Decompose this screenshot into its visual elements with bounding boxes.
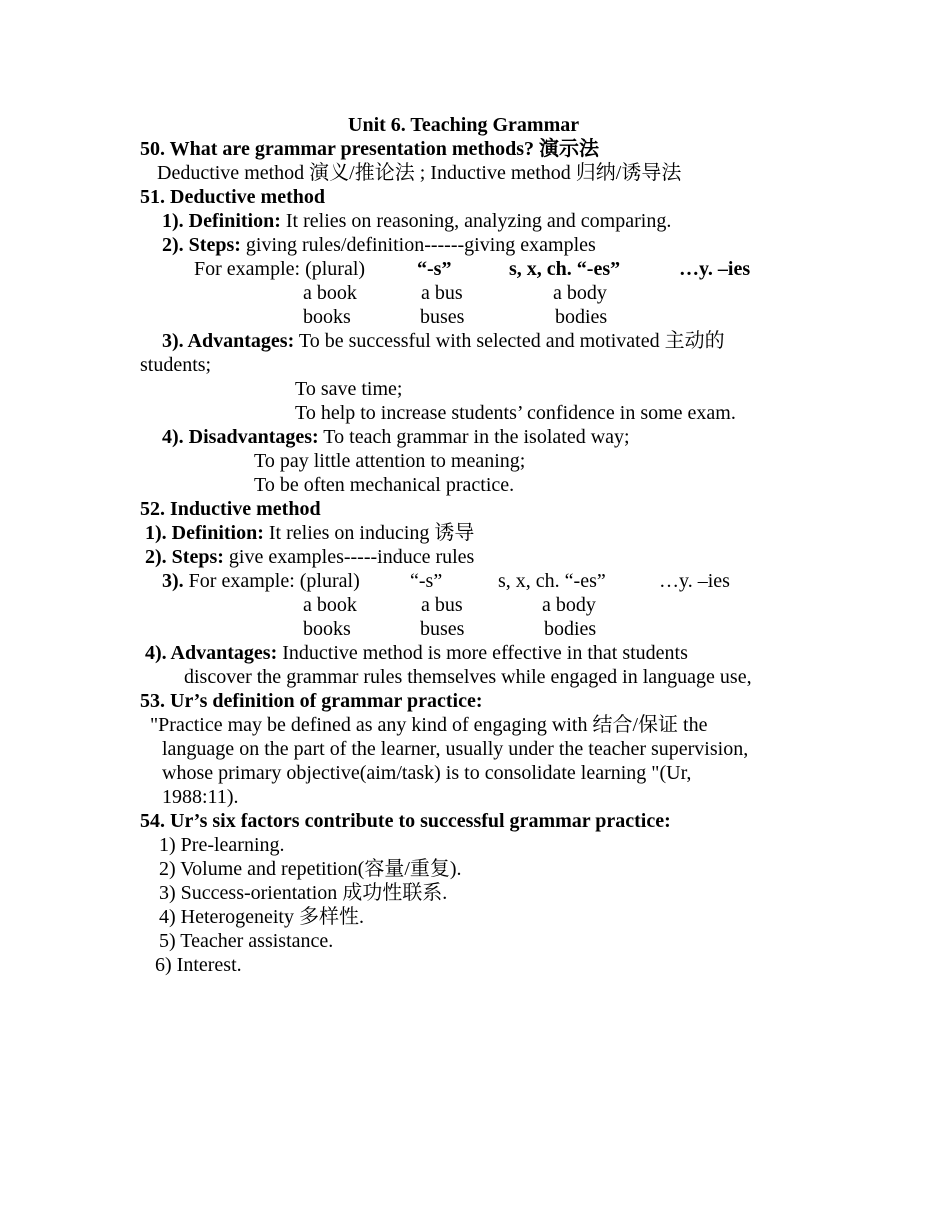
s52-col1-head: “-s” bbox=[410, 570, 443, 592]
s54-factor-item: 3) Success-orientation 成功性联系. bbox=[159, 882, 448, 904]
s51-advantages-text: To be successful with selected and motivated 主动的 bbox=[294, 330, 725, 352]
s51-disadvantage-3: To be often mechanical practice. bbox=[254, 474, 515, 496]
s51-advantages-label: 3). Advantages: bbox=[162, 330, 295, 352]
s51-col1-head: “-s” bbox=[417, 258, 452, 280]
s52-example bbox=[162, 569, 360, 593]
s51-row2-col3: bodies bbox=[555, 306, 608, 328]
s52-advantages bbox=[145, 641, 688, 665]
s51-advantages-wrap: students; bbox=[140, 354, 212, 376]
s51-row2-col1: books bbox=[303, 306, 351, 328]
s51-row1-col1: a book bbox=[303, 282, 357, 304]
unit-title: Unit 6. Teaching Grammar bbox=[348, 114, 580, 136]
s51-disadvantages-text: To teach grammar in the isolated way; bbox=[318, 426, 630, 448]
s54-factor-item: 4) Heterogeneity 多样性. bbox=[159, 906, 364, 928]
s52-advantages-wrap: discover the grammar rules themselves while engaged in language use, bbox=[184, 666, 752, 688]
s54-factor-item: 2) Volume and repetition(容量/重复). bbox=[159, 858, 462, 880]
s51-definition bbox=[162, 209, 671, 233]
section-51-heading: 51. Deductive method bbox=[140, 186, 325, 208]
s52-col2-head: s, x, ch. “-es” bbox=[498, 570, 606, 592]
s52-definition-label: 1). Definition: bbox=[145, 522, 264, 544]
s53-quote-line: 1988:11). bbox=[162, 786, 239, 808]
s52-steps-text: give examples-----induce rules bbox=[223, 546, 475, 568]
s52-row1-col1: a book bbox=[303, 594, 357, 616]
s53-quote-line: language on the part of the learner, usually under the teacher supervision, bbox=[162, 738, 749, 760]
s51-col2-head: s, x, ch. “-es” bbox=[509, 258, 621, 280]
section-53-heading: 53. Ur’s definition of grammar practice: bbox=[140, 690, 483, 712]
s51-definition-label: 1). Definition: bbox=[162, 210, 281, 232]
s52-steps-label: 2). Steps: bbox=[145, 546, 224, 568]
s51-advantages bbox=[162, 329, 725, 353]
s51-col3-head: …y. –ies bbox=[679, 258, 751, 280]
s54-factor-item: 1) Pre-learning. bbox=[159, 834, 285, 856]
s52-row2-col1: books bbox=[303, 618, 351, 640]
s51-advantage-3: To help to increase students’ confidence in some exam. bbox=[295, 402, 736, 424]
s52-example-label: For example: (plural) bbox=[183, 570, 360, 592]
s52-row1-col3: a body bbox=[542, 594, 596, 616]
s51-disadvantage-2: To pay little attention to meaning; bbox=[254, 450, 526, 472]
s53-quote-line: "Practice may be defined as any kind of engaging with 结合/保证 the bbox=[150, 714, 708, 736]
s54-factor-item: 6) Interest. bbox=[155, 954, 242, 976]
s52-steps bbox=[145, 545, 474, 569]
s52-advantages-text: Inductive method is more effective in that students bbox=[277, 642, 688, 664]
s52-definition bbox=[145, 521, 474, 545]
s51-steps-text: giving rules/definition------giving examples bbox=[240, 234, 596, 256]
s51-steps-label: 2). Steps: bbox=[162, 234, 241, 256]
s52-row2-col3: bodies bbox=[544, 618, 597, 640]
s52-example-number: 3). bbox=[162, 570, 184, 592]
s52-row1-col2: a bus bbox=[421, 594, 463, 616]
s51-disadvantages bbox=[162, 425, 630, 449]
s51-steps bbox=[162, 233, 596, 257]
section-50-line: Deductive method 演义/推论法 ; Inductive method 归纳/诱导法 bbox=[157, 162, 682, 184]
s51-advantage-2: To save time; bbox=[295, 378, 403, 400]
s52-advantages-label: 4). Advantages: bbox=[145, 642, 278, 664]
s51-example-label: For example: (plural) bbox=[194, 258, 366, 280]
s52-row2-col2: buses bbox=[420, 618, 465, 640]
s54-factor-item: 5) Teacher assistance. bbox=[159, 930, 334, 952]
s52-col3-head: …y. –ies bbox=[659, 570, 730, 592]
s51-row1-col2: a bus bbox=[421, 282, 463, 304]
section-52-heading: 52. Inductive method bbox=[140, 498, 321, 520]
s52-definition-text: It relies on inducing 诱导 bbox=[263, 522, 475, 544]
s51-row2-col2: buses bbox=[420, 306, 465, 328]
s51-disadvantages-label: 4). Disadvantages: bbox=[162, 426, 319, 448]
section-54-heading: 54. Ur’s six factors contribute to successful grammar practice: bbox=[140, 810, 671, 832]
s51-row1-col3: a body bbox=[553, 282, 607, 304]
section-50-heading: 50. What are grammar presentation methods? 演示法 bbox=[140, 138, 600, 160]
s53-quote-line: whose primary objective(aim/task) is to consolidate learning "(Ur, bbox=[162, 762, 692, 784]
s51-definition-text: It relies on reasoning, analyzing and comparing. bbox=[280, 210, 672, 232]
